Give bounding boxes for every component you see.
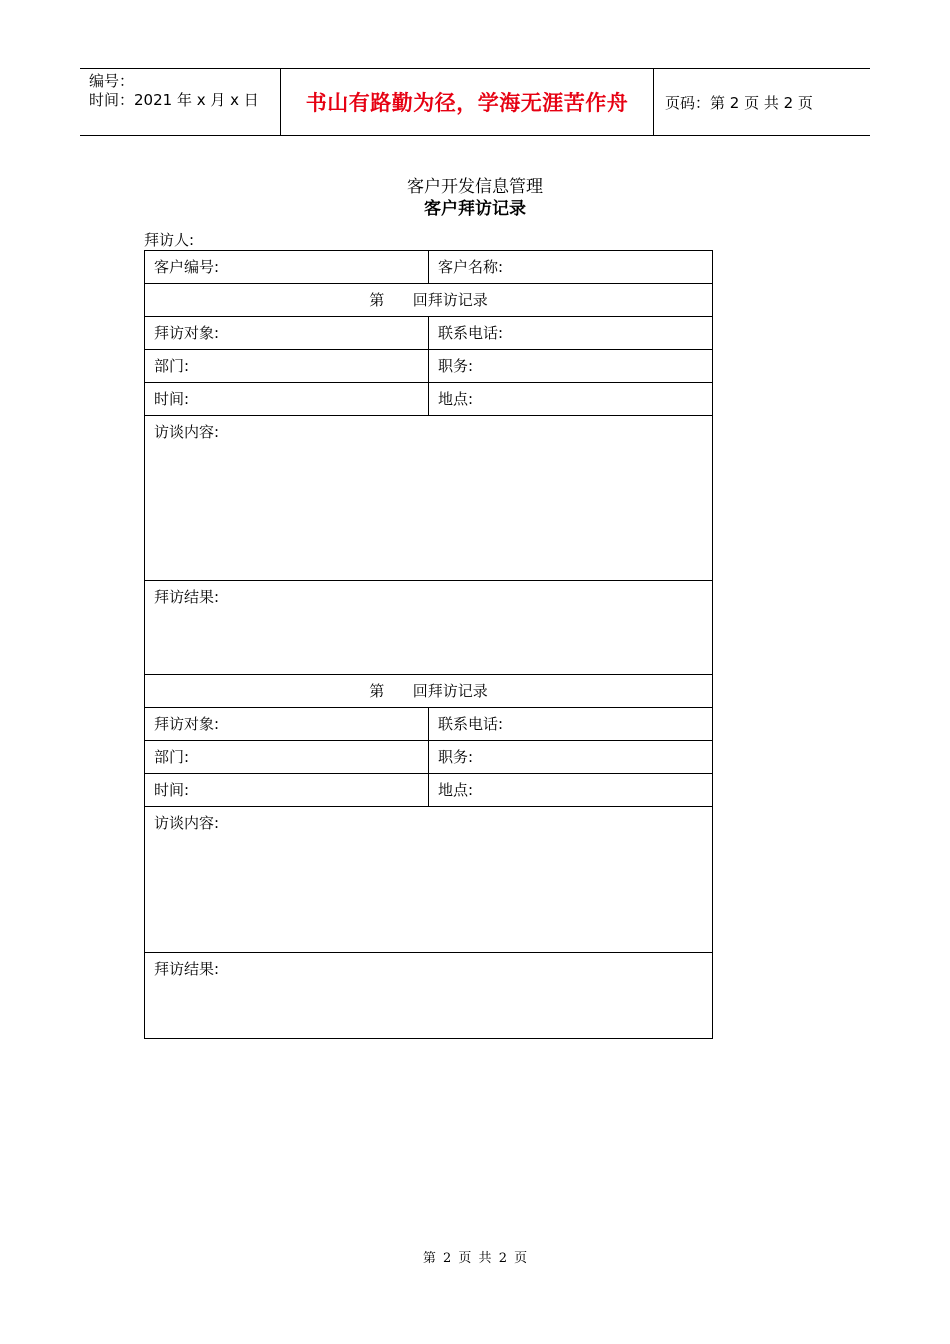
visit-section-heading: [145, 284, 712, 317]
contact-person-field[interactable]: 拜访对象:: [145, 708, 429, 740]
department-field[interactable]: 部门:: [145, 350, 429, 382]
client-id-field[interactable]: 客户编号:: [145, 251, 429, 283]
visit-result-row: [145, 581, 712, 675]
visit-time-field[interactable]: 时间:: [145, 383, 429, 415]
page-subtitle: 客户拜访记录: [424, 199, 526, 219]
visit-location-field[interactable]: 地点:: [438, 781, 474, 799]
visit-section-heading: [145, 675, 712, 708]
visit-location-field[interactable]: 地点:: [438, 390, 474, 408]
document-time-label: 时间：2021 年 x 月 x 日: [89, 91, 259, 109]
phone-field[interactable]: 联系电话:: [438, 715, 504, 733]
visit-result-row: [145, 953, 712, 1039]
visitor-field[interactable]: 拜访人:: [144, 231, 195, 249]
department-row: [145, 350, 712, 383]
visit-time-field[interactable]: 时间:: [145, 774, 429, 806]
contact-person-field[interactable]: 拜访对象:: [145, 317, 429, 349]
interview-content-row: [145, 416, 712, 581]
position-field[interactable]: 职务:: [438, 357, 474, 375]
interview-content-row: [145, 807, 712, 953]
header-motto: 书山有路勤为径，学海无涯苦作舟: [281, 69, 654, 135]
interview-content-field[interactable]: 访谈内容:: [154, 423, 220, 441]
department-row: [145, 741, 712, 774]
time-location-row: [145, 774, 712, 807]
visit-record-form: [144, 250, 713, 1039]
visit-result-field[interactable]: 拜访结果:: [154, 588, 220, 606]
client-name-field[interactable]: 客户名称:: [438, 258, 504, 276]
document-number-label: 编号：: [89, 72, 135, 90]
page-footer: 第 2 页 共 2 页: [422, 1251, 528, 1266]
contact-row: [145, 708, 712, 741]
header-page-info: 页码：第 2 页 共 2 页: [665, 93, 813, 112]
visit-round-label: 第 回拜访记录: [369, 682, 488, 700]
position-field[interactable]: 职务:: [438, 748, 474, 766]
document-header: [80, 68, 870, 136]
visit-result-field[interactable]: 拜访结果:: [154, 960, 220, 978]
page-title: 客户开发信息管理: [407, 177, 543, 197]
phone-field[interactable]: 联系电话:: [438, 324, 504, 342]
contact-row: [145, 317, 712, 350]
header-info-cell: [80, 69, 281, 135]
department-field[interactable]: 部门:: [145, 741, 429, 773]
time-location-row: [145, 383, 712, 416]
interview-content-field[interactable]: 访谈内容:: [154, 814, 220, 832]
client-info-row: [145, 251, 712, 284]
visit-round-label: 第 回拜访记录: [369, 291, 488, 309]
